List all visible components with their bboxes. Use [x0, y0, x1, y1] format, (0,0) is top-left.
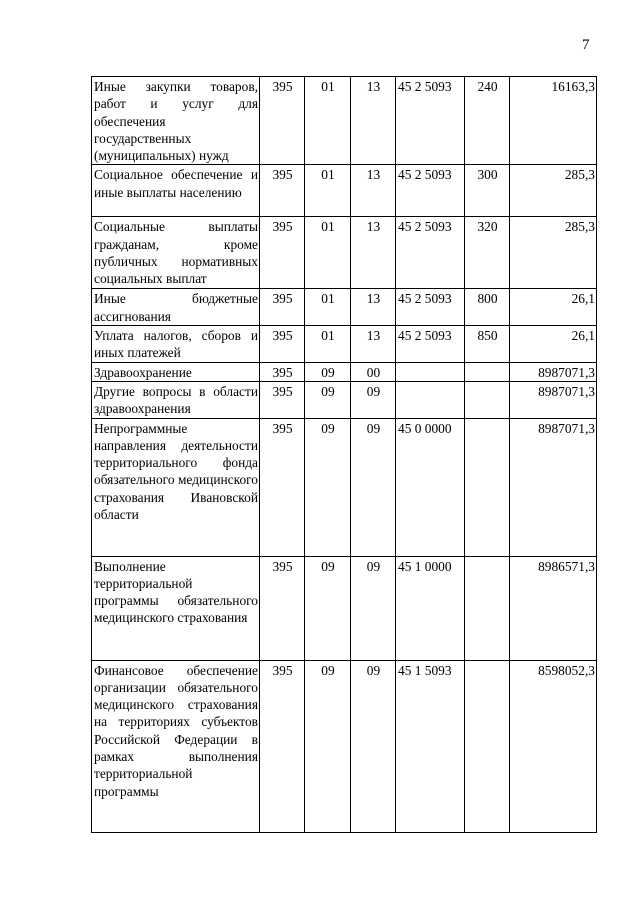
- subsection-code-cell: 13: [351, 77, 396, 165]
- ministry-code-cell: 395: [260, 77, 305, 165]
- amount-cell: 8987071,3: [510, 381, 597, 418]
- target-item-code-cell: 45 1 5093: [396, 660, 465, 832]
- amount-cell: 8987071,3: [510, 362, 597, 381]
- amount-cell: 8986571,3: [510, 556, 597, 660]
- expense-type-code-cell: [465, 418, 510, 556]
- table-body: [92, 77, 597, 833]
- ministry-code-cell: 395: [260, 217, 305, 289]
- subsection-code-cell: 13: [351, 289, 396, 326]
- table-row: [92, 418, 597, 556]
- table-row: [92, 381, 597, 418]
- item-name-cell: Иные бюджетные ассигнования: [92, 289, 260, 326]
- expense-type-code-cell: 800: [465, 289, 510, 326]
- section-code-cell: 09: [305, 418, 351, 556]
- target-item-code-cell: [396, 381, 465, 418]
- expense-type-code-cell: [465, 362, 510, 381]
- section-code-cell: 09: [305, 381, 351, 418]
- target-item-code-cell: 45 2 5093: [396, 217, 465, 289]
- expense-type-code-cell: [465, 556, 510, 660]
- table-row: [92, 362, 597, 381]
- item-name-cell: Выполнение территориальной программы обязательного медицинского страхования: [92, 556, 260, 660]
- expense-type-code-cell: 320: [465, 217, 510, 289]
- ministry-code-cell: 395: [260, 381, 305, 418]
- target-item-code-cell: [396, 362, 465, 381]
- ministry-code-cell: 395: [260, 289, 305, 326]
- budget-table: [91, 76, 597, 833]
- subsection-code-cell: 13: [351, 326, 396, 363]
- section-code-cell: 09: [305, 660, 351, 832]
- section-code-cell: 01: [305, 77, 351, 165]
- expense-type-code-cell: 300: [465, 165, 510, 217]
- section-code-cell: 01: [305, 289, 351, 326]
- amount-cell: 26,1: [510, 289, 597, 326]
- target-item-code-cell: 45 1 0000: [396, 556, 465, 660]
- expense-type-code-cell: 850: [465, 326, 510, 363]
- ministry-code-cell: 395: [260, 556, 305, 660]
- subsection-code-cell: 00: [351, 362, 396, 381]
- item-name-cell: Другие вопросы в области здравоохранения: [92, 381, 260, 418]
- expense-type-code-cell: [465, 381, 510, 418]
- table-row: [92, 217, 597, 289]
- target-item-code-cell: 45 2 5093: [396, 289, 465, 326]
- item-name-cell: Социальное обеспечение и иные выплаты населению: [92, 165, 260, 217]
- section-code-cell: 01: [305, 165, 351, 217]
- page-number: 7: [582, 37, 590, 53]
- target-item-code-cell: 45 2 5093: [396, 77, 465, 165]
- expense-type-code-cell: [465, 660, 510, 832]
- item-name-cell: Непрограммные направления деятельности территориального фонда обязательного медицинского страхования Ивановской области: [92, 418, 260, 556]
- item-name-cell: Социальные выплаты гражданам, кроме публичных нормативных социальных выплат: [92, 217, 260, 289]
- table-row: [92, 556, 597, 660]
- subsection-code-cell: 09: [351, 418, 396, 556]
- expense-type-code-cell: 240: [465, 77, 510, 165]
- ministry-code-cell: 395: [260, 326, 305, 363]
- ministry-code-cell: 395: [260, 418, 305, 556]
- amount-cell: 285,3: [510, 165, 597, 217]
- item-name-cell: Уплата налогов, сборов и иных платежей: [92, 326, 260, 363]
- amount-cell: 285,3: [510, 217, 597, 289]
- section-code-cell: 09: [305, 362, 351, 381]
- subsection-code-cell: 09: [351, 660, 396, 832]
- table-row: [92, 660, 597, 832]
- item-name-cell: Иные закупки товаров, работ и услуг для обеспечения государственных (муниципальных) нужд: [92, 77, 260, 165]
- ministry-code-cell: 395: [260, 362, 305, 381]
- subsection-code-cell: 09: [351, 556, 396, 660]
- table-row: [92, 77, 597, 165]
- section-code-cell: 09: [305, 556, 351, 660]
- item-name-cell: Здравоохранение: [92, 362, 260, 381]
- amount-cell: 8598052,3: [510, 660, 597, 832]
- subsection-code-cell: 13: [351, 217, 396, 289]
- table-row: [92, 289, 597, 326]
- table-row: [92, 326, 597, 363]
- amount-cell: 16163,3: [510, 77, 597, 165]
- amount-cell: 26,1: [510, 326, 597, 363]
- table-row: [92, 165, 597, 217]
- target-item-code-cell: 45 2 5093: [396, 326, 465, 363]
- target-item-code-cell: 45 0 0000: [396, 418, 465, 556]
- item-name-cell: Финансовое обеспечение организации обязательного медицинского страхования на территориях субъектов Российской Федерации в рамках выполнения территориальной программы: [92, 660, 260, 832]
- ministry-code-cell: 395: [260, 165, 305, 217]
- section-code-cell: 01: [305, 217, 351, 289]
- subsection-code-cell: 13: [351, 165, 396, 217]
- amount-cell: 8987071,3: [510, 418, 597, 556]
- section-code-cell: 01: [305, 326, 351, 363]
- subsection-code-cell: 09: [351, 381, 396, 418]
- target-item-code-cell: 45 2 5093: [396, 165, 465, 217]
- ministry-code-cell: 395: [260, 660, 305, 832]
